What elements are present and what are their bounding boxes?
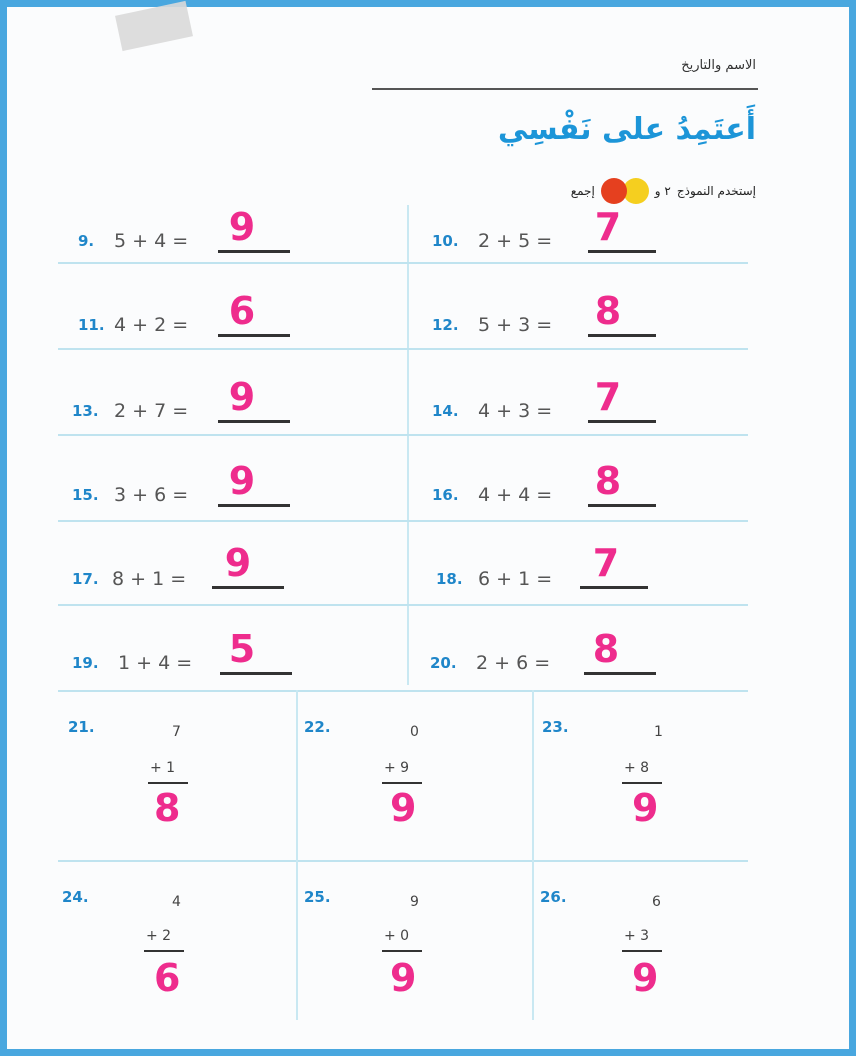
answer: 9: [228, 375, 256, 419]
answer: 7: [594, 375, 622, 419]
answer-line: [588, 334, 656, 337]
problem-number: 24.: [62, 888, 89, 906]
problem-expression: 1 + 4 =: [118, 652, 193, 674]
problem-number: 13.: [72, 402, 99, 420]
problem-number: 26.: [540, 888, 567, 906]
instruction-use: إستخدم النموذج: [676, 184, 756, 198]
problem-number: 20.: [430, 654, 457, 672]
row-divider: [58, 860, 748, 862]
problem-number: 15.: [72, 486, 99, 504]
problem-number: 11.: [78, 316, 105, 334]
answer: 8: [594, 459, 622, 503]
problem-expression: 2 + 6 =: [476, 652, 551, 674]
problem-expression: 5 + 4 =: [114, 230, 189, 252]
sum-line: [144, 950, 184, 952]
problem-number: 23.: [542, 718, 569, 736]
sum-line: [382, 782, 422, 784]
sum-line: [622, 950, 662, 952]
name-date-line: [372, 88, 758, 90]
bottom-addend: + 9: [384, 760, 410, 776]
bottom-addend: + 0: [384, 928, 410, 944]
answer: 7: [594, 205, 622, 249]
row-divider: [58, 520, 748, 522]
answer-line: [218, 250, 290, 253]
publisher-note: [806, 760, 814, 1000]
problem-number: 12.: [432, 316, 459, 334]
problem-number: 17.: [72, 570, 99, 588]
problem-number: 9.: [78, 232, 95, 250]
answer: 9: [632, 956, 659, 1000]
row-divider: [58, 434, 748, 436]
problem-number: 19.: [72, 654, 99, 672]
answer: 5: [228, 627, 256, 671]
problem-number: 16.: [432, 486, 459, 504]
sum-line: [622, 782, 662, 784]
answer-line: [218, 420, 290, 423]
problem-number: 18.: [436, 570, 463, 588]
answer-line: [220, 672, 292, 675]
answer: 7: [592, 541, 620, 585]
problem-number: 10.: [432, 232, 459, 250]
row-divider: [58, 690, 748, 692]
top-addend: 0: [410, 724, 419, 740]
answer: 9: [390, 786, 417, 830]
instruction: [571, 178, 756, 204]
name-date-label: الاسم والتاريخ: [681, 58, 756, 73]
problem-number: 25.: [304, 888, 331, 906]
bottom-addend: + 3: [624, 928, 650, 944]
answer: 9: [390, 956, 417, 1000]
sum-line: [382, 950, 422, 952]
answer-line: [588, 420, 656, 423]
top-addend: 7: [172, 724, 181, 740]
instruction-solve: إجمع: [570, 184, 595, 198]
answer-line: [580, 586, 648, 589]
problem-expression: 5 + 3 =: [478, 314, 553, 336]
bottom-addend: + 1: [150, 760, 176, 776]
problem-expression: 4 + 4 =: [478, 484, 553, 506]
problem-number: 14.: [432, 402, 459, 420]
problem-expression: 3 + 6 =: [114, 484, 189, 506]
problem-expression: 6 + 1 =: [478, 568, 553, 590]
problem-expression: 2 + 5 =: [478, 230, 553, 252]
red-counter-icon: [601, 178, 627, 204]
problem-expression: 4 + 2 =: [114, 314, 189, 336]
top-addend: 9: [410, 894, 419, 910]
answer: 6: [228, 289, 256, 333]
problem-expression: 2 + 7 =: [114, 400, 189, 422]
column-divider: [532, 690, 534, 1020]
answer-line: [588, 250, 656, 253]
answer-line: [218, 504, 290, 507]
column-divider: [296, 690, 298, 1020]
column-divider: [407, 205, 409, 685]
top-addend: 1: [654, 724, 663, 740]
problem-expression: 4 + 3 =: [478, 400, 553, 422]
answer-line: [584, 672, 656, 675]
row-divider: [58, 604, 748, 606]
answer: 9: [228, 459, 256, 503]
answer-line: [588, 504, 656, 507]
answer: 8: [154, 786, 181, 830]
top-addend: 4: [172, 894, 181, 910]
problem-expression: 8 + 1 =: [112, 568, 187, 590]
sum-line: [148, 782, 188, 784]
top-addend: 6: [652, 894, 661, 910]
row-divider: [58, 262, 748, 264]
bottom-addend: + 8: [624, 760, 650, 776]
answer: 8: [592, 627, 620, 671]
problem-number: 22.: [304, 718, 331, 736]
instruction-and: ٢ و: [654, 184, 671, 198]
bottom-addend: + 2: [146, 928, 172, 944]
answer: 9: [224, 541, 252, 585]
page-title: أَعتَمِدُ على نَفْسِي: [497, 112, 756, 147]
answer: 8: [594, 289, 622, 333]
answer-line: [212, 586, 284, 589]
answer: 9: [632, 786, 659, 830]
problem-number: 21.: [68, 718, 95, 736]
answer: 6: [154, 956, 181, 1000]
row-divider: [58, 348, 748, 350]
answer: 9: [228, 205, 256, 249]
answer-line: [218, 334, 290, 337]
